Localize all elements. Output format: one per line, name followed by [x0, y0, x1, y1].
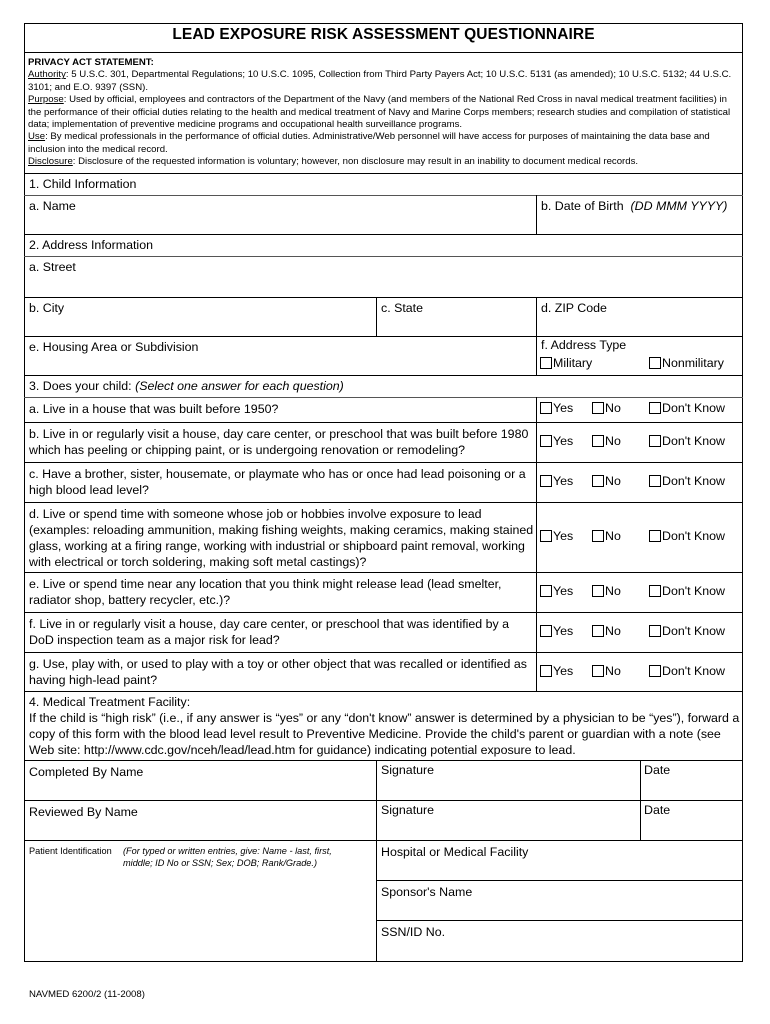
divider: [24, 462, 743, 463]
date-of-birth-field[interactable]: b. Date of Birth (DD MMM YYYY): [541, 199, 728, 213]
completed-by-signature-field[interactable]: Signature: [381, 763, 435, 777]
reviewed-by-date-field[interactable]: Date: [644, 803, 671, 817]
question-e: e. Live or spend time near any location that you think might release lead (lead smelter, radiator shop, battery recycler, etc.)?: [29, 577, 502, 607]
zip-code-field[interactable]: d. ZIP Code: [541, 301, 607, 315]
child-name-field[interactable]: a. Name: [29, 199, 76, 213]
completed-by-name-field[interactable]: Completed By Name: [29, 765, 144, 779]
question-b-dont-know-checkbox[interactable]: Don't Know: [649, 434, 725, 448]
divider: [24, 173, 743, 174]
divider: [376, 297, 377, 336]
question-c-yes-checkbox[interactable]: Yes: [540, 474, 573, 488]
divider: [536, 297, 537, 336]
question-d: d. Live or spend time with someone whose job or hobbies involve exposure to lead (examples: reloading ammunition, making fishing weights, making ceramics, making stained glass, working at a firing range, working with industrial or shipboard paint removal, working with electrical or torch soldering, making soft metal castings)?: [29, 507, 534, 569]
address-info-heading: 2. Address Information: [29, 238, 153, 252]
question-f-dont-know-checkbox[interactable]: Don't Know: [649, 624, 725, 638]
question-f-no-checkbox[interactable]: No: [592, 624, 621, 638]
privacy-act-statement: [28, 57, 740, 169]
question-d-yes-checkbox[interactable]: Yes: [540, 529, 573, 543]
checkbox-square: [649, 357, 661, 369]
privacy-authority: Authority: 5 U.S.C. 301, Departmental Regulations; 10 U.S.C. 1095, Collection from Third Party Payers Act; 10 U.S.C. 5131 (as amended); 10 U.S.C. 5132; 44 U.S.C. 3101; and E.O. 9397 (SSN).: [28, 69, 732, 93]
divider: [24, 800, 743, 801]
question-d-dont-know-checkbox[interactable]: Don't Know: [649, 529, 725, 543]
question-a-no-checkbox[interactable]: No: [592, 401, 621, 415]
question-c: c. Have a brother, sister, housemate, or playmate who has or once had lead poisoning or a high blood lead level?: [29, 467, 526, 497]
privacy-disclosure: Disclosure: Disclosure of the requested information is voluntary; however, non disclosure may result in an inability to document medical records.: [28, 156, 639, 168]
privacy-heading: PRIVACY ACT STATEMENT:: [28, 57, 154, 68]
divider: [376, 880, 743, 881]
divider: [24, 612, 743, 613]
privacy-purpose: Purpose: Used by official, employees and contractors of the Department of the Navy (and members of the National Red Cross in naval medical treatment facilities) in the performance of their official duties relating to the health and medical treatment of Navy and Marine Corps members; research studies and compilation of statistical data; implementation of preventive medicine programs and occupational health surveillance programs.: [28, 94, 731, 131]
divider: [24, 375, 743, 376]
question-f-yes-checkbox[interactable]: Yes: [540, 624, 573, 638]
divider: [24, 256, 743, 257]
question-e-yes-checkbox[interactable]: Yes: [540, 584, 573, 598]
patient-identification-field[interactable]: [29, 846, 374, 959]
divider: [24, 234, 743, 235]
privacy-use: Use: By medical professionals in the performance of official duties. Administrative/Web personnel will have access for purposes of maintaining the data base and inclusion into the medical record.: [28, 131, 710, 155]
question-a-yes-checkbox[interactable]: Yes: [540, 401, 573, 415]
address-type-military-checkbox[interactable]: Military: [540, 356, 592, 370]
patient-identification-note: (For typed or written entries, give: Name - last, first, middle; ID No or SSN; Sex; DOB; Rank/Grade.): [123, 846, 332, 868]
questions-heading: 3. Does your child: (Select one answer for each question): [29, 379, 344, 393]
divider: [24, 195, 743, 196]
child-info-heading: 1. Child Information: [29, 177, 137, 191]
medical-facility-heading: 4. Medical Treatment Facility:: [29, 695, 191, 709]
question-g-dont-know-checkbox[interactable]: Don't Know: [649, 664, 725, 678]
question-g-yes-checkbox[interactable]: Yes: [540, 664, 573, 678]
question-b: b. Live in or regularly visit a house, day care center, or preschool that was built before 1980 which has peeling or chipping paint, or is undergoing renovation or remodeling?: [29, 427, 529, 457]
medical-facility-text: If the child is “high risk” (i.e., if any answer is “yes” or any “don't know” answer is determined by a physician to be “yes”), forward a copy of this form with the blood lead level result to Preventive Medicine. Provide the child's parent or guardian with a note (see Web site: http://www.cdc.gov/nceh/lead/lead.htm for guidance) indicating potential exposure to lead.: [29, 711, 740, 757]
street-field[interactable]: a. Street: [29, 260, 76, 274]
divider: [24, 840, 743, 841]
reviewed-by-signature-field[interactable]: Signature: [381, 803, 435, 817]
question-b-yes-checkbox[interactable]: Yes: [540, 434, 573, 448]
divider: [24, 52, 743, 53]
divider: [24, 502, 743, 503]
divider: [24, 422, 743, 423]
divider: [536, 397, 537, 691]
city-field[interactable]: b. City: [29, 301, 65, 315]
question-g-no-checkbox[interactable]: No: [592, 664, 621, 678]
housing-area-field[interactable]: e. Housing Area or Subdivision: [29, 340, 199, 354]
question-g: g. Use, play with, or used to play with a toy or other object that was recalled or identified as having high-lead paint?: [29, 657, 527, 687]
divider: [24, 961, 743, 962]
divider: [536, 336, 537, 375]
divider: [536, 195, 537, 234]
medical-facility-instructions: [29, 694, 741, 758]
divider: [376, 760, 377, 961]
divider: [24, 691, 743, 692]
divider: [24, 297, 743, 298]
form-title: LEAD EXPOSURE RISK ASSESSMENT QUESTIONNAIRE: [172, 26, 595, 43]
divider: [24, 572, 743, 573]
divider: [24, 397, 743, 398]
address-type-label: f. Address Type: [541, 338, 627, 352]
address-type-nonmilitary-checkbox[interactable]: Nonmilitary: [649, 356, 724, 370]
divider: [640, 760, 641, 840]
divider: [24, 652, 743, 653]
form-number: NAVMED 6200/2 (11-2008): [29, 989, 145, 1000]
question-d-no-checkbox[interactable]: No: [592, 529, 621, 543]
divider: [24, 760, 743, 761]
question-a: a. Live in a house that was built before 1950?: [29, 402, 279, 416]
patient-identification-label: Patient Identification: [29, 846, 112, 856]
hospital-facility-field[interactable]: Hospital or Medical Facility: [381, 845, 529, 859]
checkbox-square: [540, 357, 552, 369]
question-e-dont-know-checkbox[interactable]: Don't Know: [649, 584, 725, 598]
sponsor-name-field[interactable]: Sponsor's Name: [381, 885, 473, 899]
question-a-dont-know-checkbox[interactable]: Don't Know: [649, 401, 725, 415]
question-c-dont-know-checkbox[interactable]: Don't Know: [649, 474, 725, 488]
state-field[interactable]: c. State: [381, 301, 424, 315]
ssn-id-field[interactable]: SSN/ID No.: [381, 925, 446, 939]
completed-by-date-field[interactable]: Date: [644, 763, 671, 777]
question-f: f. Live in or regularly visit a house, day care center, or preschool that was identified by a DoD inspection team as a major risk for lead?: [29, 617, 510, 647]
question-c-no-checkbox[interactable]: No: [592, 474, 621, 488]
question-e-no-checkbox[interactable]: No: [592, 584, 621, 598]
divider: [376, 920, 743, 921]
reviewed-by-name-field[interactable]: Reviewed By Name: [29, 805, 138, 819]
divider: [24, 336, 743, 337]
question-b-no-checkbox[interactable]: No: [592, 434, 621, 448]
